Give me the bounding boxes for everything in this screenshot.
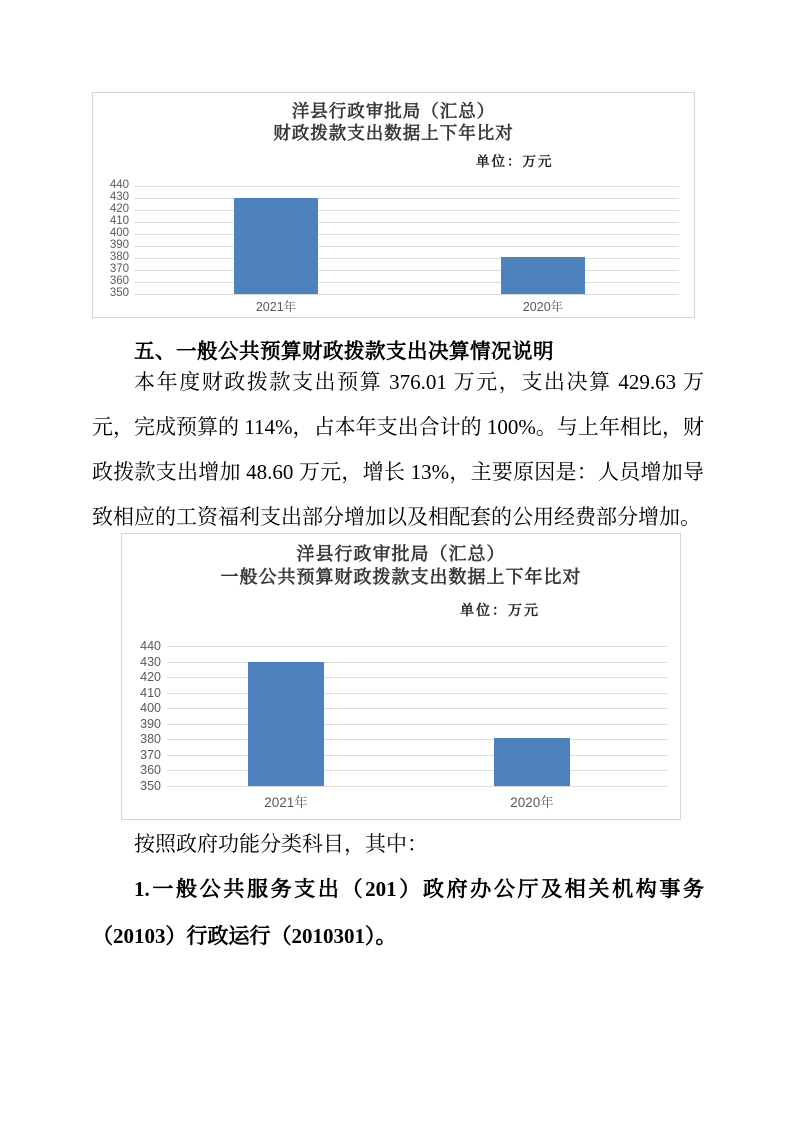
gridline (134, 282, 679, 283)
gridline (167, 786, 667, 787)
y-axis-tick-label: 420 (109, 203, 129, 215)
bar-2020年 (494, 738, 570, 786)
y-axis-tick-label: 350 (109, 287, 129, 299)
x-axis-category-label: 2020年 (522, 300, 564, 314)
y-axis-tick-label: 410 (140, 685, 161, 700)
bar-2020年 (501, 257, 585, 294)
gridline (134, 222, 679, 223)
y-axis-tick-label: 380 (109, 251, 129, 263)
body-paragraph-budget-summary: 本年度财政拨款支出预算 376.01 万元，支出决算 429.63 万元，完成预算的 114%，占本年支出合计的 100%。与上年相比，财政拨款支出增加 48.60 万元，增长 13%，主要原因是：人员增加导致相应的工资福利支出部分增加以及相配套的公用经费部分增加。 (92, 370, 704, 529)
x-axis-category-label: 2020年 (510, 795, 554, 810)
gridline (167, 646, 667, 647)
y-axis-tick-label: 380 (140, 732, 161, 747)
chart-plot-area (122, 534, 680, 819)
y-axis-tick-label: 430 (140, 654, 161, 669)
y-axis-tick-label: 440 (109, 179, 129, 191)
y-axis-tick-label: 390 (109, 239, 129, 251)
y-axis-tick-label: 370 (140, 747, 161, 762)
x-axis-category-label: 2021年 (255, 300, 297, 314)
chart-unit-label: 单位：万元 (460, 602, 540, 618)
y-axis-tick-label: 390 (140, 716, 161, 731)
section-heading: 五、一般公共预算财政拨款支出决算情况说明 (134, 340, 554, 363)
gridline (167, 693, 667, 694)
y-axis-tick-label: 400 (109, 227, 129, 239)
chart-general-public-budget-comparison (121, 533, 681, 820)
bar-2021年 (248, 662, 324, 786)
chart-fiscal-expenditure-comparison (92, 92, 695, 318)
gridline (134, 246, 679, 247)
gridline (167, 662, 667, 663)
y-axis-tick-label: 370 (109, 263, 129, 275)
body-paragraph-classification-item: 1.一般公共服务支出（201）政府办公厅及相关机构事务（20103）行政运行（2010301）。 (92, 877, 704, 948)
gridline (167, 724, 667, 725)
chart-unit-label: 单位：万元 (476, 154, 554, 169)
gridline (134, 234, 679, 235)
chart-title-line-1: 洋县行政审批局（汇总） (291, 101, 496, 121)
gridline (167, 739, 667, 740)
chart-title-line-2: 财政拨款支出数据上下年比对 (273, 123, 514, 143)
y-axis-tick-label: 360 (140, 763, 161, 778)
chart-title-line-1: 洋县行政审批局（汇总） (296, 544, 506, 564)
chart-plot-area (93, 93, 694, 317)
bar-2021年 (234, 198, 318, 294)
gridline (134, 258, 679, 259)
chart-title-line-2: 一般公共预算财政拨款支出数据上下年比对 (220, 567, 582, 587)
y-axis-tick-label: 410 (109, 215, 129, 227)
gridline (167, 755, 667, 756)
gridline (134, 198, 679, 199)
x-axis-category-label: 2021年 (264, 795, 308, 810)
gridline (167, 677, 667, 678)
y-axis-tick-label: 400 (140, 701, 161, 716)
y-axis-tick-label: 420 (140, 670, 161, 685)
gridline (167, 708, 667, 709)
y-axis-tick-label: 440 (140, 639, 161, 653)
gridline (134, 210, 679, 211)
gridline (134, 270, 679, 271)
y-axis-tick-label: 350 (140, 779, 161, 793)
body-paragraph-classification-intro: 按照政府功能分类科目，其中： (134, 832, 428, 856)
gridline (167, 770, 667, 771)
y-axis-tick-label: 430 (109, 191, 129, 203)
y-axis-tick-label: 360 (109, 275, 129, 287)
gridline (134, 294, 679, 295)
gridline (134, 186, 679, 187)
